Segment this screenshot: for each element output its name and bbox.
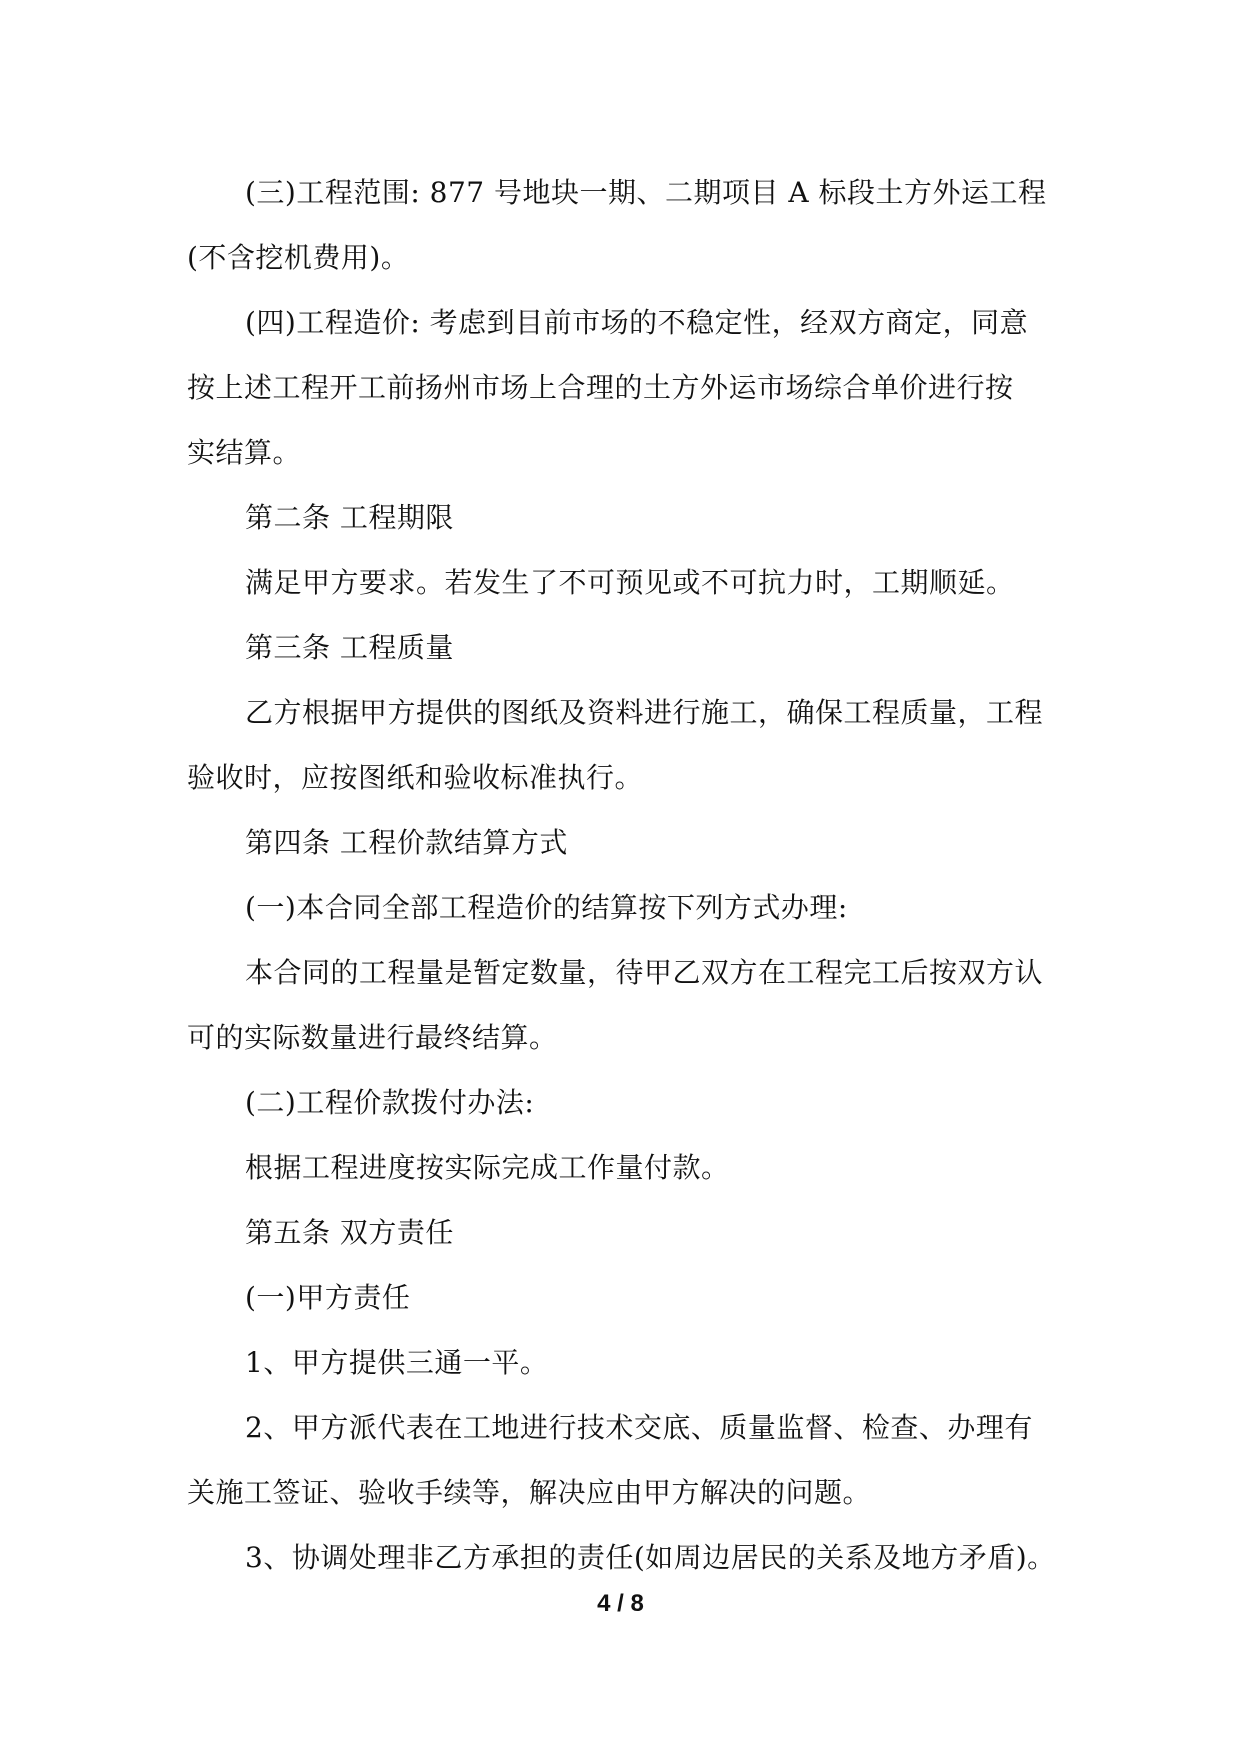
paragraph-line: (不含挖机费用)。 [187,241,410,274]
article-heading: 第四条 工程价款结算方式 [245,826,568,859]
paragraph-line: 按上述工程开工前扬州市场上合理的土方外运市场综合单价进行按 [187,371,1014,404]
paragraph-line: (一)本合同全部工程造价的结算按下列方式办理: [245,891,848,924]
paragraph-line: 3、协调处理非乙方承担的责任(如周边居民的关系及地方矛盾)。 [245,1541,1056,1574]
paragraph-line: 2、甲方派代表在工地进行技术交底、质量监督、检查、办理有 [245,1411,1033,1444]
paragraph-line: (一)甲方责任 [245,1281,411,1314]
paragraph-line: 满足甲方要求。若发生了不可预见或不可抗力时，工期顺延。 [245,566,1015,599]
paragraph-line: 实结算。 [187,436,302,469]
article-heading: 第三条 工程质量 [245,631,454,664]
article-heading: 第二条 工程期限 [245,501,454,534]
paragraph-line: 1、甲方提供三通一平。 [245,1346,549,1379]
paragraph-line: (三)工程范围: 877 号地块一期、二期项目 A 标段土方外运工程 [245,176,1047,209]
paragraph-line: 可的实际数量进行最终结算。 [187,1021,558,1054]
document-body [187,160,1087,1590]
paragraph-line: 乙方根据甲方提供的图纸及资料进行施工，确保工程质量，工程 [245,696,1044,729]
paragraph-line: 本合同的工程量是暂定数量，待甲乙双方在工程完工后按双方认 [245,956,1044,989]
paragraph-line: 关施工签证、验收手续等，解决应由甲方解决的问题。 [187,1476,872,1509]
page-number: 4 / 8 [597,1590,644,1617]
article-heading: 第五条 双方责任 [245,1216,454,1249]
paragraph-line: (二)工程价款拨付办法: [245,1086,535,1119]
paragraph-line: 根据工程进度按实际完成工作量付款。 [245,1151,730,1184]
paragraph-line: 验收时，应按图纸和验收标准执行。 [187,761,644,794]
paragraph-line: (四)工程造价: 考虑到目前市场的不稳定性，经双方商定，同意 [245,306,1029,339]
